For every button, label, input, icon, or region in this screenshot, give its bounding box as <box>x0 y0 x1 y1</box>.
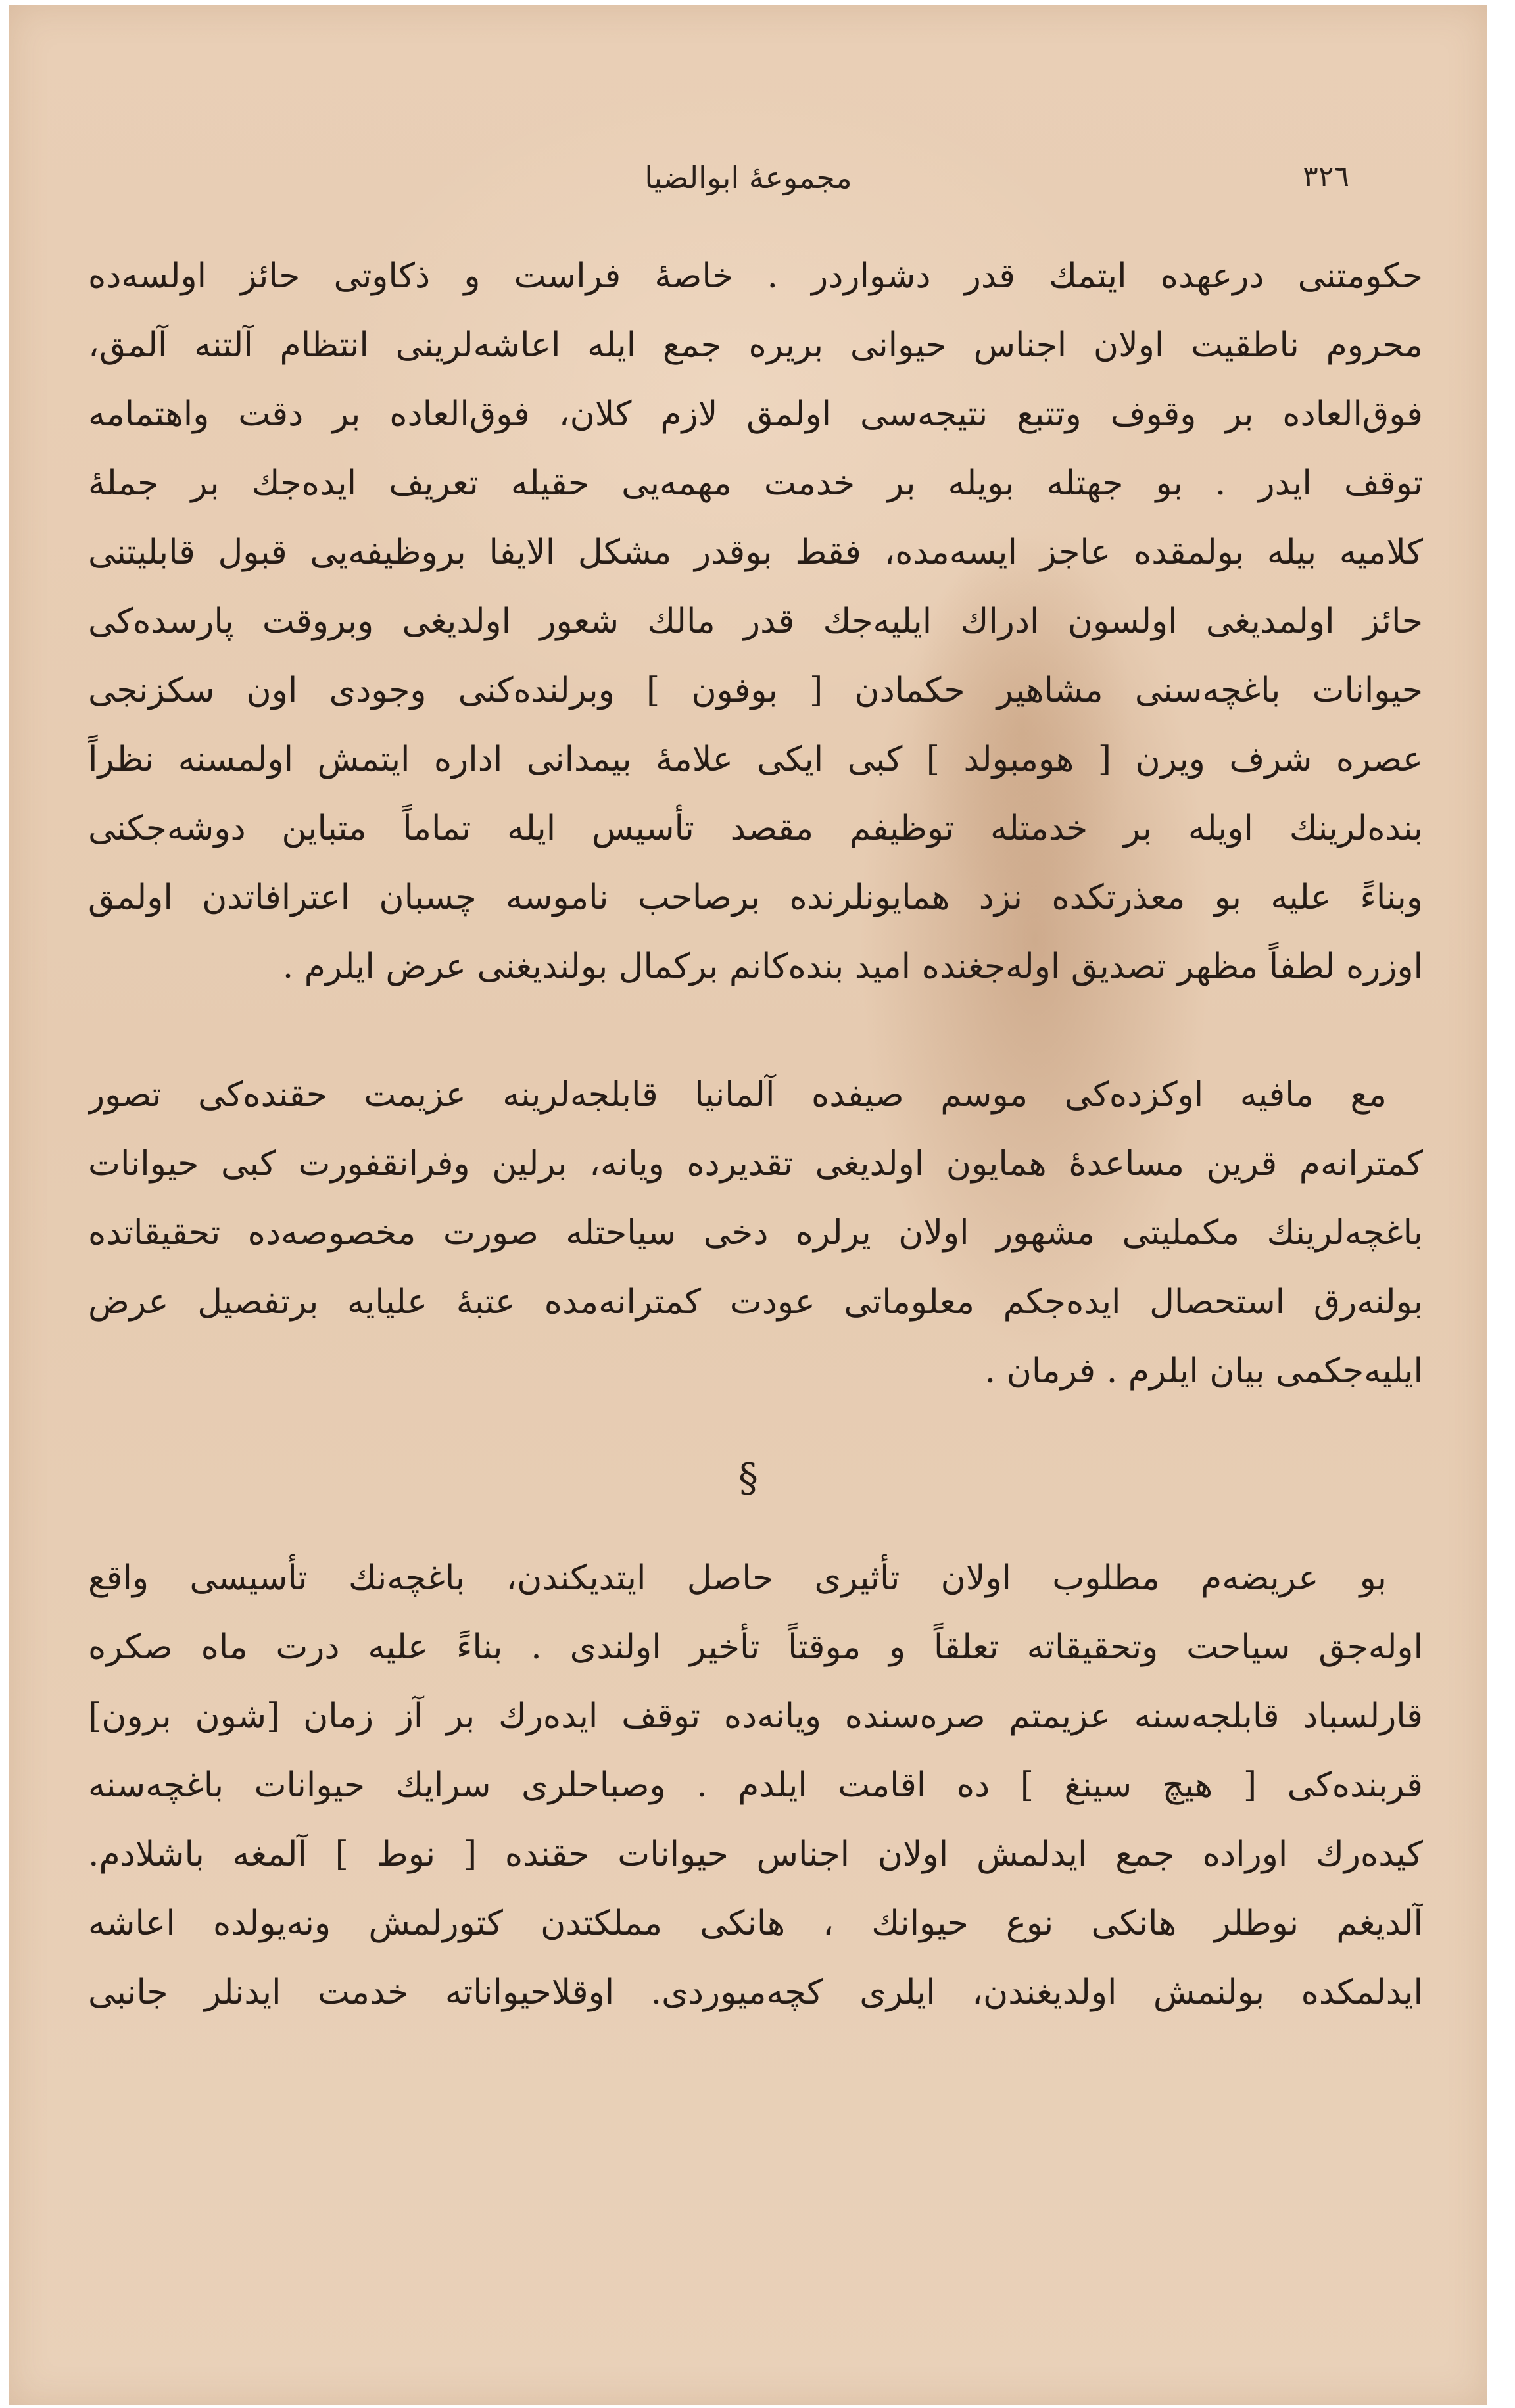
text-line: محروم ناطقيت اولان اجناس حيوانى بريره جمع ايله اعاشه‌لرينى انتظام آلتنه آلمق، <box>88 325 1423 365</box>
text-line: وبناءً عليه بو معذرتكده نزد همايونلرنده برصاحب ناموسه چسبان اعترافاتدن اولمق <box>88 878 1423 917</box>
text-line: بنده‌لرينك اويله بر خدمتله توظيفم مقصد تأسيس ايله تماماً متباين دوشه‌جكنى <box>88 809 1423 848</box>
page-number: ٣٢٦ <box>1303 160 1349 193</box>
paragraph-2 <box>88 1061 1423 1406</box>
paragraph-1 <box>88 242 1423 1001</box>
text-line: قارلسباد قابلجه‌سنه عزيمتم صره‌سنده ويانه‌ده توقف ايده‌رك بر آز زمان [شون برون] <box>88 1697 1423 1736</box>
paper-sheet <box>9 5 1487 2405</box>
text-line: ايليه‌جكمى بيان ايلرم . فرمان . <box>984 1351 1423 1391</box>
text-line: حيوانات باغچه‌سنى مشاهير حكمادن [ بوفون ] وبرلنده‌كنى وجودى اون سكزنجى <box>88 671 1423 710</box>
page-header <box>9 160 1487 212</box>
text-line: توقف ايدر . بو جهتله بويله بر خدمت مهمه‌يى حقيله تعريف ايده‌جك بر جملهٔ <box>88 464 1423 503</box>
text-line: عصره شرف ويرن [ هومبولد ] كبى ايكى علامهٔ بيمدانى اداره ايتمش اولمسنه نظراً <box>88 740 1423 779</box>
section-mark: § <box>738 1455 758 1501</box>
text-line: حكومتنى درعهده ايتمك قدر دشواردر . خاصهٔ فراست و ذكاوتى حائز اولسه‌ده <box>88 256 1423 296</box>
text-line: بولنه‌رق استحصال ايده‌جكم معلوماتى عودت كمترانه‌مده عتبهٔ عليايه برتفصيل عرض <box>88 1282 1423 1322</box>
text-line: باغچه‌لرينك مكمليتى مشهور اولان يرلره دخى سياحتله صورت مخصوصه‌ده تحقيقاتده <box>88 1213 1423 1253</box>
text-line: كلاميه بيله بولمقده عاجز ايسه‌مده، فقط بوقدر مشكل الايفا بروظيفه‌يى قبول قابليتنى <box>88 533 1423 572</box>
text-line: قربنده‌كى [ هيچ سينغ ] ده اقامت ايلدم . وصباحلرى سرايك حيوانات باغچه‌سنه <box>88 1766 1423 1805</box>
text-line: كمترانه‌م قرين مساعدهٔ همايون اولديغى تقديرده ويانه، برلين وفرانقفورت كبى حيوانات <box>88 1144 1423 1184</box>
text-line: بو عريضه‌م مطلوب اولان تأثيرى حاصل ايتديكندن، باغچه‌نك تأسيسى واقع <box>88 1558 1387 1598</box>
text-line: اوزره لطفاً مظهر تصديق اوله‌جغنده اميد بنده‌كانم بركمال بولنديغنى عرض ايلرم . <box>282 947 1423 986</box>
text-line: اوله‌جق سياحت وتحقيقاته تعلقاً و موقتاً تأخير اولندى . بناءً عليه درت ماه صكره <box>88 1627 1423 1667</box>
paragraph-3 <box>88 1544 1423 2027</box>
running-title: مجموعهٔ ابوالضيا <box>644 160 852 195</box>
text-line: ايدلمكده بولنمش اولديغندن، ايلرى كچه‌ميوردى. اوقلاحيواناته خدمت ايدنلر جانبى <box>88 1973 1423 2012</box>
text-line: آلديغم نوطلر هانكى نوع حيوانك ، هانكى مملكتدن كتورلمش ونه‌يولده اعاشه <box>88 1904 1423 1943</box>
text-line: حائز اولمديغى اولسون ادراك ايليه‌جك قدر مالك شعور اولديغى وبروقت پارسده‌كى <box>88 602 1423 641</box>
text-line: مع مافيه اوكزده‌كى موسم صيفده آلمانيا قابلجه‌لرينه عزيمت حقنده‌كى تصور <box>88 1075 1387 1115</box>
text-line: كيده‌رك اوراده جمع ايدلمش اولان اجناس حيوانات حقنده [ نوط ] آلمغه باشلادم. <box>88 1835 1423 1874</box>
text-line: فوق‌العاده بر وقوف وتتبع نتيجه‌سى اولمق لازم كلان، فوق‌العاده بر دقت واهتمامه <box>88 395 1423 434</box>
